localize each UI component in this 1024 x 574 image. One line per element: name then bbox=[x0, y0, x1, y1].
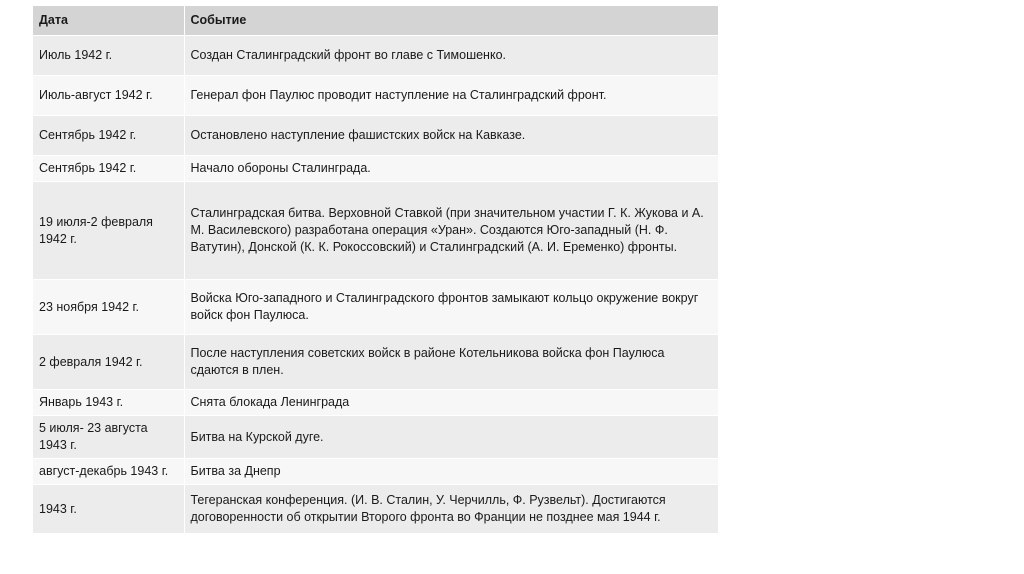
date-cell: август-декабрь 1943 г. bbox=[33, 459, 184, 485]
event-cell: Снята блокада Ленинграда bbox=[184, 390, 718, 416]
event-cell: Сталинградская битва. Верховной Ставкой (при значительном участии Г. К. Жукова и А. М. Василевского) разработана операция «Уран». Создаются Юго-западный (Н. Ф. Ватутин), Донской (К. К. Рокоссовский) и Сталинградский (А. И. Еременко) фронты. bbox=[184, 182, 718, 280]
event-cell: Начало обороны Сталинграда. bbox=[184, 156, 718, 182]
table-row bbox=[33, 390, 718, 416]
event-cell: Генерал фон Паулюс проводит наступление на Сталинградский фронт. bbox=[184, 76, 718, 116]
table-row bbox=[33, 116, 718, 156]
date-column-header: Дата bbox=[33, 6, 184, 36]
table-header-row bbox=[33, 6, 718, 36]
date-cell: 23 ноября 1942 г. bbox=[33, 280, 184, 335]
event-cell: Битва на Курской дуге. bbox=[184, 416, 718, 459]
event-column-header: Событие bbox=[184, 6, 718, 36]
date-cell: 19 июля-2 февраля 1942 г. bbox=[33, 182, 184, 280]
event-cell: После наступления советских войск в районе Котельникова войска фон Паулюса сдаются в плен. bbox=[184, 335, 718, 390]
date-cell: Сентябрь 1942 г. bbox=[33, 116, 184, 156]
date-cell: Июль 1942 г. bbox=[33, 36, 184, 76]
table-row bbox=[33, 416, 718, 459]
event-cell: Остановлено наступление фашистских войск на Кавказе. bbox=[184, 116, 718, 156]
event-cell: Тегеранская конференция. (И. В. Сталин, У. Черчилль, Ф. Рузвельт). Достигаются договоренности об открытии Второго фронта во Франции не позднее мая 1944 г. bbox=[184, 485, 718, 534]
table-row bbox=[33, 280, 718, 335]
date-cell: Июль-август 1942 г. bbox=[33, 76, 184, 116]
date-cell: 5 июля- 23 августа 1943 г. bbox=[33, 416, 184, 459]
event-cell: Создан Сталинградский фронт во главе с Тимошенко. bbox=[184, 36, 718, 76]
date-cell: 1943 г. bbox=[33, 485, 184, 534]
timeline-table bbox=[33, 5, 718, 534]
timeline-table-container bbox=[33, 5, 718, 534]
date-cell: 2 февраля 1942 г. bbox=[33, 335, 184, 390]
date-cell: Сентябрь 1942 г. bbox=[33, 156, 184, 182]
event-cell: Битва за Днепр bbox=[184, 459, 718, 485]
date-cell: Январь 1943 г. bbox=[33, 390, 184, 416]
table-row bbox=[33, 459, 718, 485]
table-row bbox=[33, 485, 718, 534]
table-row bbox=[33, 36, 718, 76]
event-cell: Войска Юго-западного и Сталинградского фронтов замыкают кольцо окружение вокруг войск фон Паулюса. bbox=[184, 280, 718, 335]
table-row bbox=[33, 156, 718, 182]
table-row bbox=[33, 335, 718, 390]
table-row bbox=[33, 76, 718, 116]
table-row bbox=[33, 182, 718, 280]
